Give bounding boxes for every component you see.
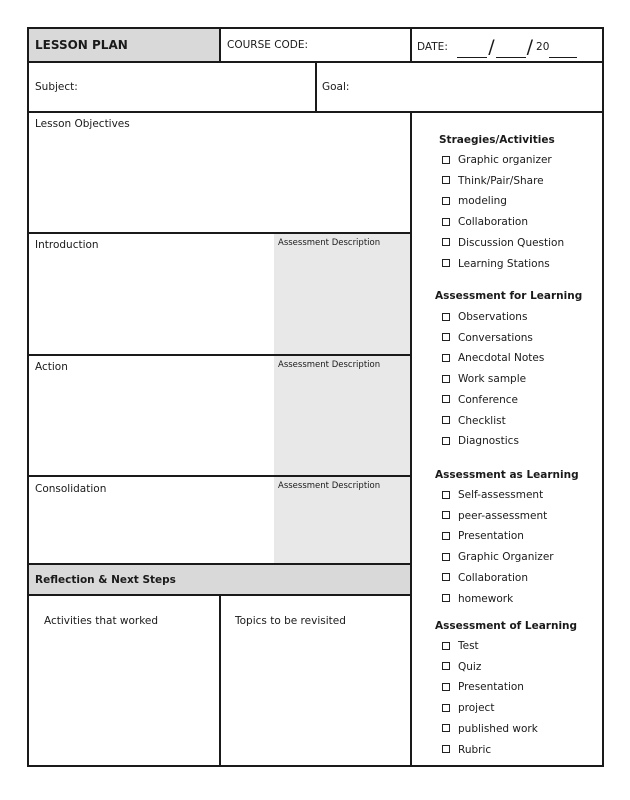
checkbox-of-learning-5[interactable] [442, 745, 450, 753]
divider-consolidation [29, 563, 411, 565]
checkbox-for-learning-3[interactable] [442, 375, 450, 383]
checkbox-as-learning-0[interactable] [442, 491, 450, 499]
checkbox-label: Observations [458, 311, 528, 323]
checkbox-label: Self-assessment [458, 489, 544, 501]
checkbox-label: Presentation [458, 681, 524, 694]
checkbox-label: Diagnostics [458, 435, 519, 448]
assessment-box-action[interactable] [274, 356, 410, 475]
checkbox-label: project [458, 702, 495, 715]
checkbox-as-learning-2[interactable] [442, 532, 450, 540]
checkbox-for-learning-1[interactable] [442, 333, 450, 341]
sidebar-heading-of-learning: Assessment of Learning [435, 620, 578, 632]
checkbox-label: Conference [458, 393, 519, 406]
checkbox-as-learning-1[interactable] [442, 511, 450, 519]
checkbox-of-learning-3[interactable] [442, 704, 450, 712]
date-field[interactable]: DATE: / / 20 [417, 36, 577, 58]
sidebar-heading-for-learning: Assessment for Learning [435, 290, 583, 302]
checkbox-label: Checklist [458, 414, 506, 427]
checkbox-for-learning-6[interactable] [442, 437, 450, 445]
course-code-label: COURSE CODE: [227, 39, 309, 51]
divider-action [29, 475, 411, 477]
topics-revisited-label: Topics to be revisited [235, 615, 346, 627]
checkbox-of-learning-4[interactable] [442, 724, 450, 732]
sidebar-heading-as-learning: Assessment as Learning [435, 469, 579, 481]
action-label: Action [35, 361, 68, 373]
goal-label: Goal: [322, 81, 350, 93]
date-label: DATE: [417, 41, 448, 53]
subject-label: Subject: [35, 81, 78, 93]
checkbox-label: homework [458, 592, 514, 605]
divider-objectives [29, 232, 411, 234]
page-title: LESSON PLAN [35, 38, 128, 52]
checkbox-label: Learning Stations [458, 257, 550, 270]
date-day-blank[interactable] [496, 46, 526, 58]
checkbox-as-learning-4[interactable] [442, 573, 450, 581]
activities-worked-label: Activities that worked [44, 615, 159, 627]
checkbox-label: Work sample [458, 373, 527, 386]
assessment-description-label-action: Assessment Description [278, 360, 381, 370]
checkbox-label: published work [458, 722, 538, 735]
assessment-description-label-introduction: Assessment Description [278, 238, 381, 248]
checkbox-for-learning-5[interactable] [442, 416, 450, 424]
sidebar-heading-strategies: Straegies/Activities [439, 134, 555, 146]
checkbox-for-learning-4[interactable] [442, 395, 450, 403]
date-year-blank[interactable] [549, 46, 577, 58]
divider-main-sidebar [410, 112, 412, 765]
checkbox-strategies-2[interactable] [442, 197, 450, 205]
checkbox-for-learning-0[interactable] [442, 313, 450, 321]
checkbox-label: Collaboration [458, 216, 528, 229]
checkbox-label: Collaboration [458, 571, 528, 584]
checkbox-strategies-1[interactable] [442, 176, 450, 184]
checkbox-strategies-5[interactable] [442, 259, 450, 267]
checkbox-of-learning-1[interactable] [442, 662, 450, 670]
introduction-label: Introduction [35, 239, 99, 251]
checkbox-label: Discussion Question [458, 236, 565, 249]
checkbox-label: modeling [458, 195, 507, 208]
date-year-prefix: 20 [536, 41, 550, 53]
checkbox-strategies-0[interactable] [442, 156, 450, 164]
checkbox-label: Graphic organizer [458, 154, 552, 166]
checkbox-label: Anecdotal Notes [458, 352, 545, 365]
divider-introduction [29, 354, 411, 356]
divider-reflection-columns [219, 595, 221, 765]
checkbox-label: Rubric [458, 743, 492, 756]
divider-course-date [410, 29, 412, 62]
divider-subject-goal [315, 62, 317, 112]
assessment-description-label-consolidation: Assessment Description [278, 481, 381, 491]
checkbox-label: Presentation [458, 530, 524, 543]
objectives-label: Lesson Objectives [35, 118, 130, 130]
divider-title-course [219, 29, 221, 62]
checkbox-strategies-4[interactable] [442, 238, 450, 246]
consolidation-label: Consolidation [35, 483, 107, 495]
date-month-blank[interactable] [457, 46, 487, 58]
checkbox-of-learning-2[interactable] [442, 683, 450, 691]
checkbox-label: Think/Pair/Share [458, 174, 544, 187]
assessment-box-introduction[interactable] [274, 234, 410, 354]
reflection-heading: Reflection & Next Steps [35, 574, 176, 586]
checkbox-label: Quiz [458, 660, 482, 673]
checkbox-label: Test [458, 640, 479, 652]
checkbox-label: Conversations [458, 331, 533, 344]
checkbox-as-learning-3[interactable] [442, 553, 450, 561]
checkbox-as-learning-5[interactable] [442, 594, 450, 602]
checkbox-of-learning-0[interactable] [442, 642, 450, 650]
checkbox-label: peer-assessment [458, 509, 548, 522]
checkbox-strategies-3[interactable] [442, 218, 450, 226]
checkbox-label: Graphic Organizer [458, 551, 554, 564]
checkbox-for-learning-2[interactable] [442, 354, 450, 362]
